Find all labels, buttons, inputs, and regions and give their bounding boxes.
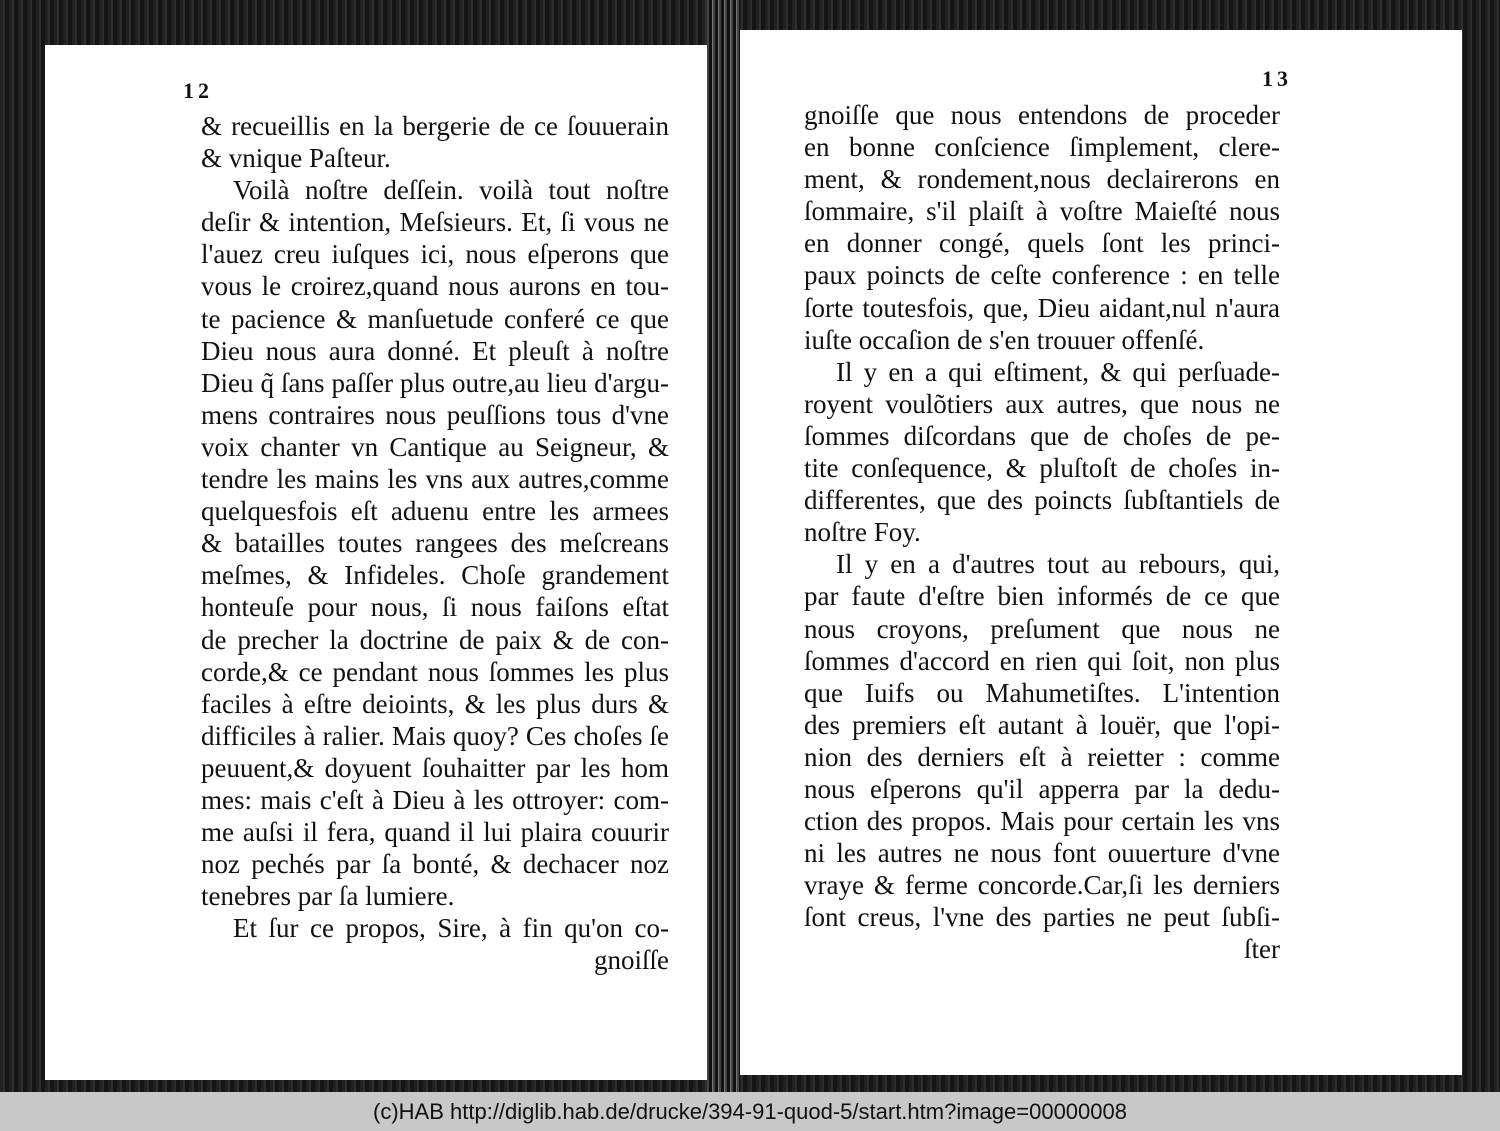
book-gutter: [707, 0, 740, 1092]
text-line: gnoiſſe que nous entendons de proceder: [804, 100, 1280, 130]
text-line: ſter: [1244, 934, 1280, 965]
left-page: [45, 45, 707, 1080]
text-line: faciles à eſtre deioints, & les plus durs &: [201, 688, 669, 719]
text-line: corde,& ce pendant nous ſommes les plus: [201, 656, 669, 687]
text-line: nous croyons, preſument que nous ne: [804, 613, 1280, 644]
text-line: tenebres par ſa lumiere.: [201, 881, 455, 912]
text-line: par faute d'eſtre bien informés de ce que: [804, 581, 1280, 612]
text-line: ſommes d'accord en rien qui ſoit, non plus: [804, 645, 1280, 676]
text-line: & vnique Paſteur.: [201, 143, 391, 174]
text-line: l'auez creu iuſques ici, nous eſperons que: [201, 239, 669, 270]
text-line: ſorte toutesfois, que, Dieu aidant,nul n'aura: [804, 292, 1280, 323]
text-line: tite conſequence, & pluſtoſt de choſes in-: [804, 453, 1280, 484]
text-line: paux poincts de ceſte conference : en telle: [804, 260, 1280, 291]
text-line: & recueillis en la bergerie de ce ſouuerain: [201, 111, 669, 141]
right-page: [740, 30, 1462, 1075]
page-number: 13: [1262, 66, 1292, 91]
page-text: [804, 99, 1280, 966]
text-line: difficiles à ralier. Mais quoy? Ces choſes ſe: [201, 720, 669, 751]
page-text: [201, 110, 669, 977]
text-line: & batailles toutes rangees des meſcreans: [201, 528, 669, 559]
text-line: Et ſur ce propos, Sire, à fin qu'on co-: [233, 913, 669, 944]
text-line: me auſsi il fera, quand il lui plaira couurir: [201, 817, 669, 848]
text-line: ſont creus, l'vne des parties ne peut ſubſi-: [804, 902, 1280, 933]
text-line: des premiers eſt autant à louër, que l'opi-: [804, 709, 1280, 740]
text-line: que Iuifs ou Mahumetiſtes. L'intention: [804, 677, 1280, 708]
text-line: Dieu q̃ ſans paſſer plus outre,au lieu d'argu-: [201, 367, 669, 398]
text-line: tendre les mains les vns aux autres,comme: [201, 464, 669, 495]
text-line: voix chanter vn Cantique au Seigneur, &: [201, 431, 669, 462]
copyright-footer: (c)HAB http://diglib.hab.de/drucke/394-91-quod-5/start.htm?image=00000008: [0, 1092, 1500, 1131]
text-line: noſtre Foy.: [804, 517, 921, 548]
text-line: nion des derniers eſt à reietter : comme: [804, 741, 1280, 772]
page-number: 12: [183, 78, 213, 103]
text-line: ni les autres ne nous font ouuerture d'vne: [804, 838, 1280, 869]
text-line: gnoiſſe: [594, 945, 669, 976]
text-line: deſir & intention, Meſsieurs. Et, ſi vous ne: [201, 207, 669, 238]
text-line: vraye & ferme concorde.Car,ſi les derniers: [804, 870, 1280, 901]
text-line: honteuſe pour nous, ſi nous faiſons eſtat: [201, 592, 669, 623]
text-line: te pacience & manſuetude conferé ce que: [201, 303, 669, 334]
text-line: quelquesfois eſt aduenu entre les armees: [201, 496, 669, 527]
text-line: ſommaire, s'il plaiſt à voſtre Maieſté nous: [804, 196, 1280, 227]
text-line: en donner congé, quels ſont les princi-: [804, 228, 1280, 259]
text-line: Il y en a qui eſtiment, & qui perſuade-: [836, 356, 1280, 387]
text-line: differentes, que des poincts ſubſtantiels de: [804, 485, 1280, 516]
text-line: royent voulõtiers aux autres, que nous ne: [804, 388, 1280, 419]
text-line: meſmes, & Infideles. Choſe grandement: [201, 560, 669, 591]
text-line: ment, & rondement,nous declairerons en: [804, 164, 1280, 195]
text-line: vous le croirez,quand nous aurons en tou-: [201, 271, 669, 302]
text-line: nous eſperons qu'il apperra par la dedu-: [804, 773, 1280, 804]
text-line: noz pechés par ſa bonté, & dechacer noz: [201, 849, 669, 880]
text-line: peuuent,& doyuent ſouhaitter par les hom: [201, 752, 669, 783]
text-line: ction des propos. Mais pour certain les vns: [804, 806, 1280, 837]
text-line: iuſte occaſion de s'en trouuer offenſé.: [804, 324, 1205, 355]
text-line: mes: mais c'eſt à Dieu à les ottroyer: com-: [201, 784, 669, 815]
text-line: Voilà noſtre deſſein. voilà tout noſtre: [233, 175, 669, 206]
text-line: ſommes diſcordans que de choſes de pe-: [804, 420, 1280, 451]
text-line: en bonne conſcience ſimplement, clere-: [804, 132, 1280, 163]
text-line: mens contraires nous peuſſions tous d'vne: [201, 399, 669, 430]
text-line: Dieu nous aura donné. Et pleuſt à noſtre: [201, 335, 669, 366]
text-line: Il y en a d'autres tout au rebours, qui,: [836, 549, 1280, 580]
text-line: de precher la doctrine de paix & de con-: [201, 624, 669, 655]
